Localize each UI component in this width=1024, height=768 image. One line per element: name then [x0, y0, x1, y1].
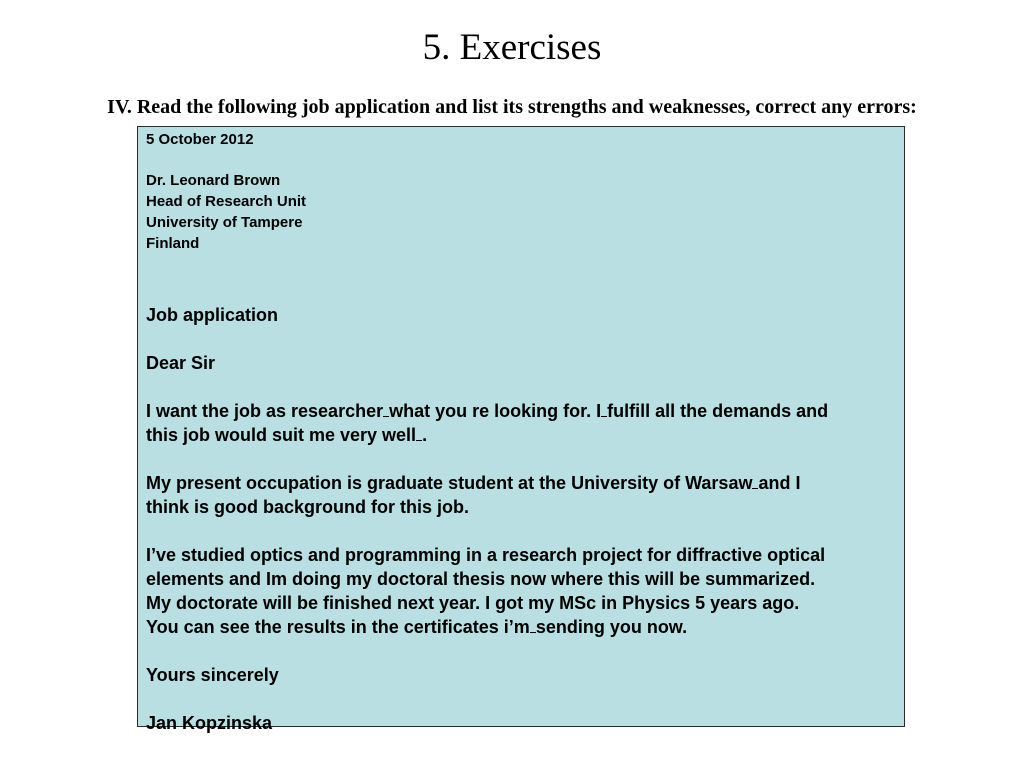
recipient-institution: University of Tampere	[146, 214, 303, 231]
text-segment: You can see the results in the certificates i’m	[146, 617, 530, 637]
recipient-country: Finland	[146, 235, 200, 252]
letter-closing: Yours sincerely	[146, 665, 279, 685]
paragraph-2-line-1	[146, 471, 896, 495]
recipient-title: Head of Research Unit	[146, 193, 307, 210]
letter-subject: Job application	[146, 305, 279, 325]
slide-title: 5. Exercises	[422, 27, 602, 68]
paragraph-2-line-2: think is good background for this job.	[146, 497, 469, 517]
text-segment: fulfill all the demands and	[607, 401, 829, 421]
text-segment: this job would suit me very well	[146, 425, 417, 445]
text-segment: sending you now.	[535, 617, 688, 637]
text-segment: My present occupation is graduate student at the University of Warsaw	[146, 473, 753, 493]
text-segment: and I	[758, 473, 801, 493]
exercise-instruction: IV. Read the following job application and list its strengths and weaknesses, correct any errors:	[107, 96, 917, 118]
paragraph-3-line-4	[146, 615, 896, 639]
letter-signature: Jan Kopzinska	[146, 713, 273, 733]
paragraph-3-line-3: My doctorate will be finished next year. I got my MSc in Physics 5 years ago.	[146, 593, 800, 613]
text-segment: .	[422, 425, 428, 445]
letter-date: 5 October 2012	[146, 131, 254, 148]
paragraph-1-line-1	[146, 399, 896, 423]
paragraph-3-line-2: elements and Im doing my doctoral thesis now where this will be summarized.	[146, 569, 816, 589]
job-application-letter	[137, 126, 905, 733]
paragraph-3-line-1: I’ve studied optics and programming in a research project for diffractive optical	[146, 545, 826, 565]
paragraph-1-line-2	[146, 423, 896, 447]
letter-salutation: Dear Sir	[146, 353, 216, 373]
recipient-name: Dr. Leonard Brown	[146, 172, 281, 189]
text-segment: what you re looking for. I	[389, 401, 602, 421]
text-segment: I want the job as researcher	[146, 401, 384, 421]
